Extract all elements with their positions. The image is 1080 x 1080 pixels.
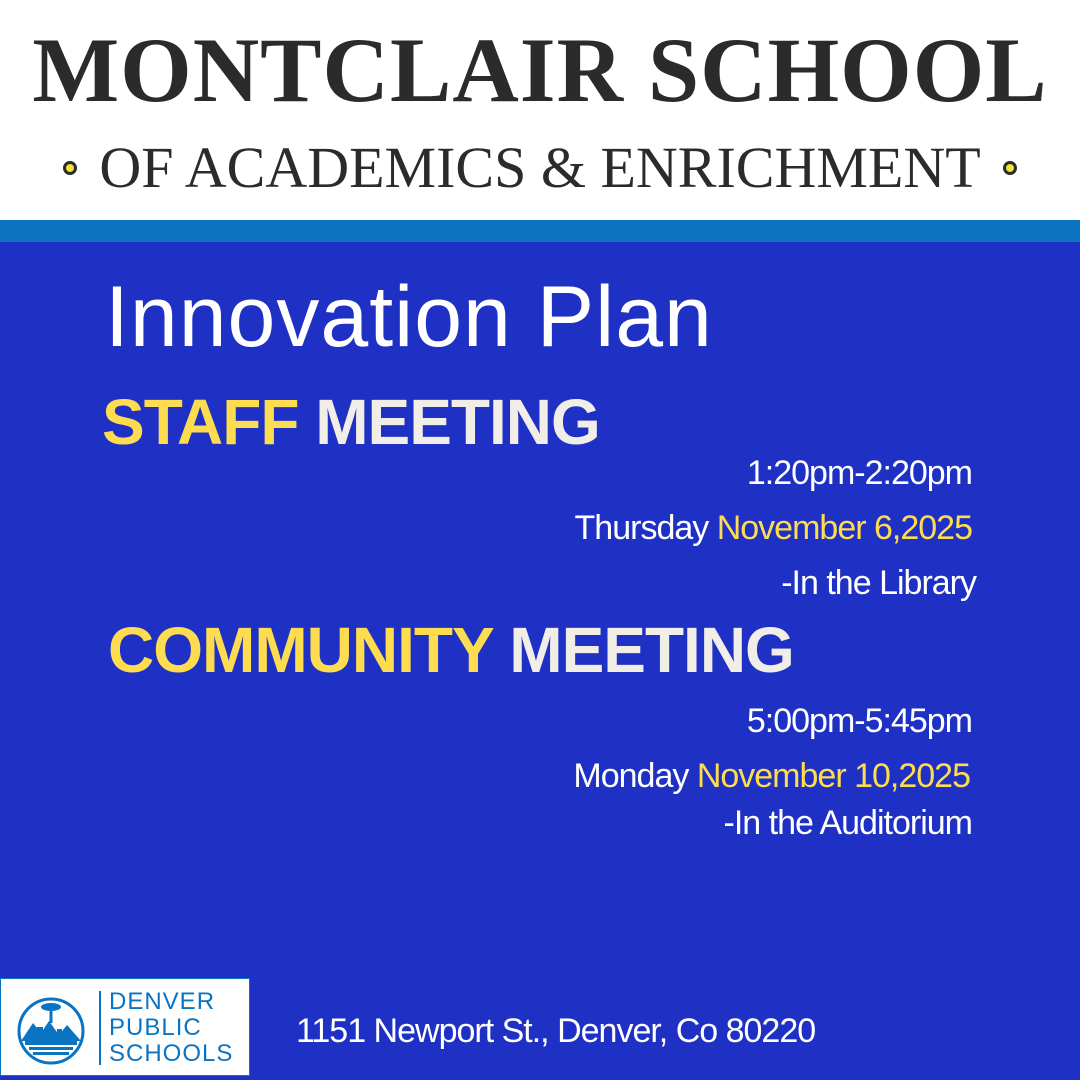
community-meeting-time: 5:00pm-5:45pm — [746, 702, 972, 740]
denver-public-schools-logo — [0, 978, 250, 1076]
school-tagline: OF ACADEMICS & ENRICHMENT — [99, 135, 981, 200]
staff-meeting-day: Thursday — [574, 509, 709, 547]
community-heading-rest: MEETING — [509, 614, 794, 686]
denver-skyline-logo-icon — [11, 991, 91, 1065]
community-meeting-day: Monday — [573, 757, 689, 795]
tagline-row — [0, 135, 1080, 200]
district-name-line1: DENVER — [109, 988, 216, 1015]
staff-heading-highlight: STAFF — [102, 386, 299, 458]
school-address: 1151 Newport St., Denver, Co 80220 — [296, 1012, 816, 1050]
staff-meeting-date: November 6,2025 — [716, 509, 972, 547]
staff-heading-rest: MEETING — [315, 386, 600, 458]
header-divider-band — [0, 220, 1080, 242]
bullet-dot-icon — [63, 161, 77, 175]
staff-meeting-date-line — [575, 511, 972, 545]
district-name-line2: PUBLIC — [109, 1014, 202, 1041]
staff-meeting-time: 1:20pm-2:20pm — [746, 454, 972, 492]
page-title: Innovation Plan — [105, 269, 713, 365]
district-name-line3: SCHOOLS — [109, 1040, 234, 1067]
community-meeting-heading — [108, 614, 794, 686]
staff-meeting-heading — [102, 386, 600, 458]
district-name — [109, 989, 233, 1067]
logo-divider — [99, 991, 101, 1065]
bullet-dot-icon — [1003, 161, 1017, 175]
community-meeting-date-line — [573, 759, 970, 793]
community-meeting-date: November 10,2025 — [696, 757, 970, 795]
community-heading-highlight: COMMUNITY — [108, 614, 493, 686]
school-name: MONTCLAIR SCHOOL — [32, 19, 1048, 121]
staff-meeting-location: -In the Library — [781, 564, 976, 602]
community-meeting-location: -In the Auditorium — [723, 804, 972, 842]
school-header — [0, 0, 1080, 220]
